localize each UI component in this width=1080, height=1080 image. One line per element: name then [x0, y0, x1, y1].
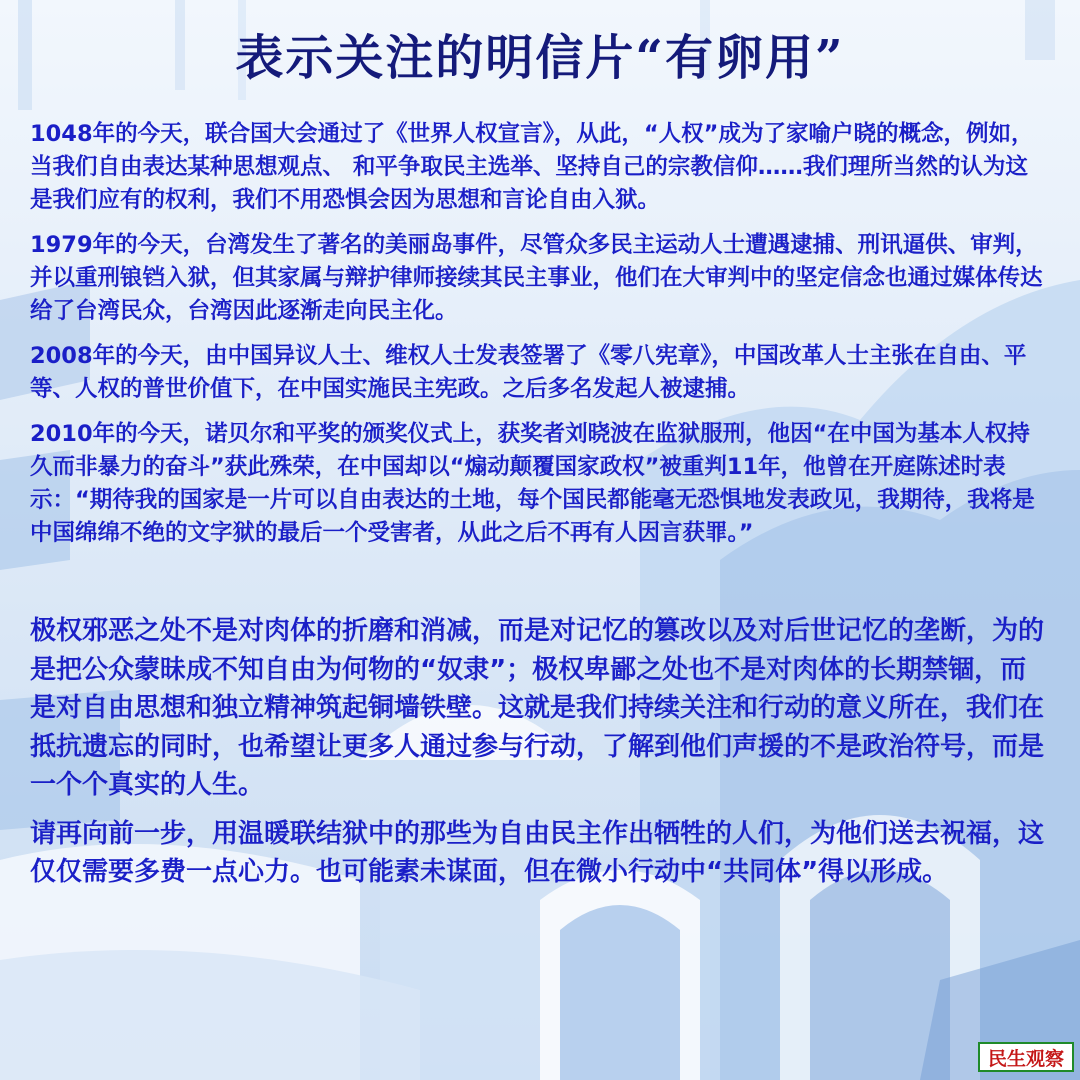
paragraph-call-to-action: 请再向前一步，用温暖联结狱中的那些为自由民主作出牺牲的人们，为他们送去祝福，这仅仅需要多费一点心力。也可能素未谋面，但在微小行动中“共同体”得以形成。	[30, 818, 1045, 887]
section-spacer	[30, 562, 1050, 612]
watermark-badge: 民生观察	[978, 1042, 1074, 1072]
paragraph-2008-charter: 2008年的今天，由中国异议人士、维权人士发表签署了《零八宪章》，中国改革人士主张在自由、平等、人权的普世价值下，在中国实施民主宪政。之后多名发起人被逮捕。	[30, 343, 1027, 402]
paragraph-2010-nobel: 2010年的今天，诺贝尔和平奖的颁奖仪式上，获奖者刘晓波在监狱服刑，他因“在中国为基本人权持久而非暴力的奋斗”获此殊荣，在中国却以“煽动颠覆国家政权”被重判11年，他曾在开庭陈述时表示：“期待我的国家是一片可以自由表达的土地，每个国民都能毫无恐惧地发表政见，我期待，我将是中国绵绵不绝的文字狱的最后一个受害者，从此之后不再有人因言获罪。”	[30, 421, 1035, 546]
page-title: 表示关注的明信片“有卵用”	[235, 30, 845, 86]
article-body	[30, 118, 1050, 902]
paragraph-1948-udhr: 1048年的今天，联合国大会通过了《世界人权宣言》，从此，“人权”成为了家喻户晓的概念，例如，当我们自由表达某种思想观点、 和平争取民主选举、坚持自己的宗教信仰……我们理所当然的认为这是我们应有的权利，我们不用恐惧会因为思想和言论自由入狱。	[30, 121, 1034, 213]
paragraph-1979-formosa: 1979年的今天，台湾发生了著名的美丽岛事件，尽管众多民主运动人士遭遇逮捕、刑讯逼供、审判，并以重刑锒铛入狱，但其家属与辩护律师接续其民主事业，他们在大审判中的坚定信念也通过媒体传达给了台湾民众，台湾因此逐渐走向民主化。	[30, 232, 1043, 324]
paragraph-totalitarian: 极权邪恶之处不是对肉体的折磨和消减，而是对记忆的篡改以及对后世记忆的垄断，为的是把公众蒙昧成不知自由为何物的“奴隶”；极权卑鄙之处也不是对肉体的长期禁锢，而是对自由思想和独立精神筑起铜墙铁壁。这就是我们持续关注和行动的意义所在，我们在抵抗遗忘的同时，也希望让更多人通过参与行动，了解到他们声援的不是政治符号，而是一个个真实的人生。	[30, 616, 1045, 800]
